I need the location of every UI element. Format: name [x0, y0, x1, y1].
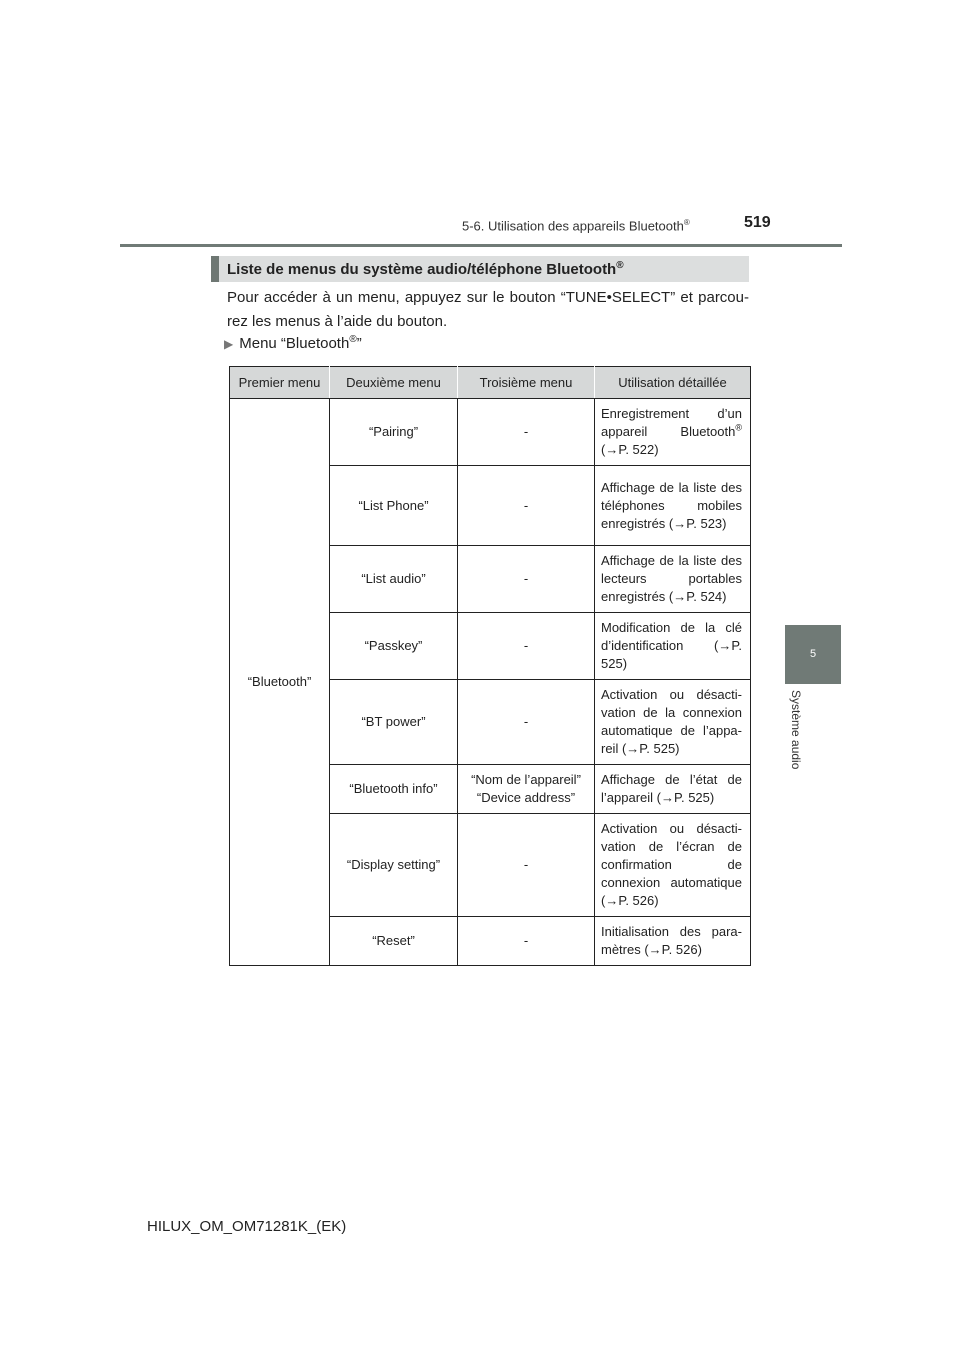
- header-divider: [120, 244, 842, 247]
- third-menu-cell: -: [458, 680, 595, 765]
- second-menu-cell: “Display setting”: [330, 814, 458, 917]
- third-menu-cell: -: [458, 814, 595, 917]
- detail-cell: Initialisation des para-mètres (→P. 526): [595, 917, 751, 966]
- triangle-bullet-icon: ▶: [224, 337, 234, 351]
- column-header: Troisième menu: [458, 367, 595, 399]
- document-id-footer: HILUX_OM_OM71281K_(EK): [147, 1218, 347, 1235]
- running-header: 5-6. Utilisation des appareils Bluetooth®: [462, 218, 690, 234]
- column-header: Deuxième menu: [330, 367, 458, 399]
- submenu-heading: ▶ Menu “Bluetooth®”: [224, 334, 362, 352]
- detail-cell: Affichage de la liste des lecteurs portables enregistrés (→P. 524): [595, 546, 751, 613]
- detail-cell: Affichage de l’état de l’appareil (→P. 525): [595, 765, 751, 814]
- second-menu-cell: “List Phone”: [330, 466, 458, 546]
- detail-cell: Modification de la clé d’identification (→P. 525): [595, 613, 751, 680]
- second-menu-cell: “Reset”: [330, 917, 458, 966]
- table-row: [230, 399, 751, 466]
- second-menu-cell: “Bluetooth info”: [330, 765, 458, 814]
- detail-cell: Enregistrement d’un appareil Bluetooth® (→P. 522): [595, 399, 751, 466]
- third-menu-cell: -: [458, 546, 595, 613]
- chapter-tab: 5: [785, 625, 841, 684]
- intro-paragraph: Pour accéder à un menu, appuyez sur le bouton “TUNE•SELECT” et parcou-rez les menus à l’aide du bouton.: [227, 289, 749, 330]
- second-menu-cell: “Passkey”: [330, 613, 458, 680]
- third-menu-cell: “Nom de l’appareil” “Device address”: [458, 765, 595, 814]
- detail-cell: Activation ou désacti-vation de l’écran de confirmation de connexion automatique (→P. 526): [595, 814, 751, 917]
- detail-cell: Activation ou désacti-vation de la connexion automatique de l’appa-reil (→P. 525): [595, 680, 751, 765]
- page-number: 519: [744, 214, 771, 231]
- second-menu-cell: “List audio”: [330, 546, 458, 613]
- first-menu-cell: “Bluetooth”: [230, 399, 330, 966]
- table-header-row: [230, 367, 751, 399]
- second-menu-cell: “BT power”: [330, 680, 458, 765]
- second-menu-cell: “Pairing”: [330, 399, 458, 466]
- third-menu-cell: -: [458, 917, 595, 966]
- column-header: Premier menu: [230, 367, 330, 399]
- section-title: Liste de menus du système audio/téléphone Bluetooth®: [211, 256, 749, 282]
- third-menu-cell: -: [458, 466, 595, 546]
- column-header: Utilisation détaillée: [595, 367, 751, 399]
- third-menu-cell: -: [458, 399, 595, 466]
- menu-table: [229, 366, 751, 966]
- third-menu-cell: -: [458, 613, 595, 680]
- detail-cell: Affichage de la liste des téléphones mobiles enregistrés (→P. 523): [595, 466, 751, 546]
- chapter-label: Système audio: [789, 690, 803, 770]
